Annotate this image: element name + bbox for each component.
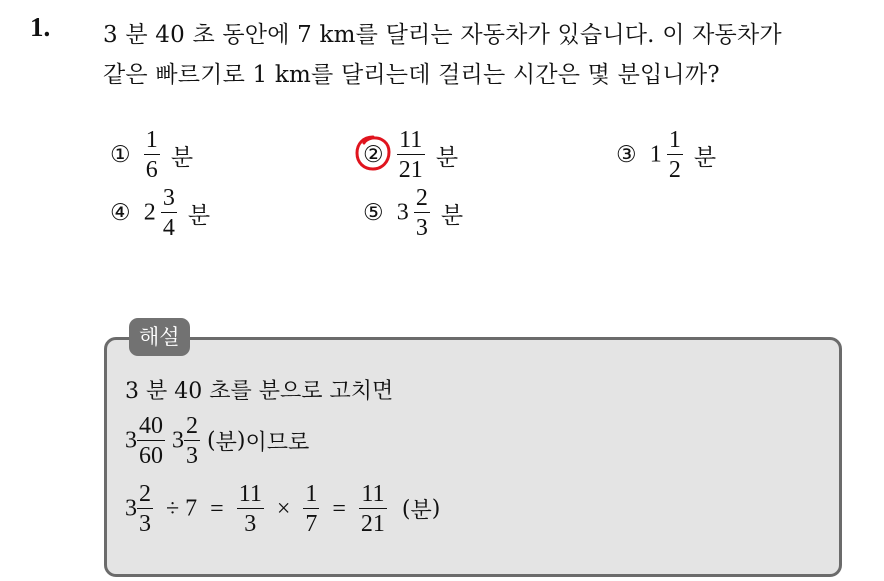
fraction-bar bbox=[137, 440, 165, 441]
question-text-line-2: 같은 빠르기로 1 km를 달리는데 걸리는 시간은 몇 분입니까? bbox=[103, 62, 720, 88]
choice-5-marker: ⑤ bbox=[363, 200, 384, 226]
choice-4-whole: 2 bbox=[143, 199, 156, 226]
mixed-whole: 3 bbox=[172, 427, 184, 454]
denominator: 3 bbox=[139, 511, 151, 537]
choice-2[interactable] bbox=[363, 128, 458, 182]
choice-1-denominator: 6 bbox=[145, 157, 158, 183]
numerator: 2 bbox=[186, 413, 198, 439]
choice-4-denominator: 4 bbox=[162, 215, 175, 241]
number-seven: 7 bbox=[185, 495, 198, 522]
divide-sign: ÷ bbox=[166, 495, 180, 522]
choice-1-unit: 분 bbox=[170, 144, 194, 171]
choice-3-marker: ③ bbox=[616, 142, 637, 168]
choice-4-marker: ④ bbox=[110, 200, 131, 226]
choice-3-whole: 1 bbox=[649, 141, 662, 168]
choice-2-marker bbox=[363, 142, 384, 168]
choice-4-unit: 분 bbox=[187, 202, 211, 229]
choice-2-marker-glyph: ② bbox=[363, 142, 384, 168]
choice-2-numerator: 11 bbox=[399, 127, 423, 153]
choice-4-fraction bbox=[161, 186, 177, 240]
denominator: 3 bbox=[244, 511, 257, 537]
fraction-40-60 bbox=[137, 414, 165, 468]
numerator: 2 bbox=[139, 481, 151, 507]
mixed-whole: 3 bbox=[125, 427, 137, 454]
paren-open: ( bbox=[207, 428, 216, 454]
explanation-suffix: 이므로 bbox=[245, 430, 310, 456]
paren-open: ( bbox=[401, 496, 411, 522]
fraction-2-3 bbox=[137, 482, 153, 536]
choice-4-numerator: 3 bbox=[162, 185, 175, 211]
choice-1-fraction bbox=[144, 128, 160, 182]
choice-5-unit: 분 bbox=[440, 202, 464, 229]
explanation-line-2 bbox=[125, 414, 309, 468]
choice-3-fraction bbox=[667, 128, 683, 182]
fraction-bar bbox=[144, 154, 160, 155]
denominator: 3 bbox=[186, 443, 198, 469]
choice-5-denominator: 3 bbox=[415, 215, 428, 241]
fraction-bar bbox=[303, 508, 319, 509]
choice-2-unit: 분 bbox=[435, 144, 459, 171]
choice-3-unit: 분 bbox=[693, 144, 717, 171]
fraction-bar bbox=[237, 508, 264, 509]
numerator: 40 bbox=[139, 413, 163, 439]
choice-5[interactable] bbox=[363, 186, 463, 240]
denominator: 60 bbox=[139, 443, 163, 469]
choice-1-marker: ① bbox=[110, 142, 131, 168]
denominator: 7 bbox=[305, 511, 318, 537]
choice-3-denominator: 2 bbox=[668, 157, 681, 183]
numerator: 11 bbox=[361, 481, 385, 507]
explanation-line-1: 3 분 40 초를 분으로 고치면 bbox=[125, 379, 394, 404]
equals-sign: = bbox=[332, 495, 346, 522]
fraction-2-3 bbox=[184, 414, 200, 468]
denominator: 21 bbox=[360, 511, 385, 537]
fraction-bar bbox=[667, 154, 683, 155]
unit-label: 분 bbox=[215, 430, 237, 456]
choice-5-numerator: 2 bbox=[415, 185, 428, 211]
choice-2-fraction bbox=[397, 128, 425, 182]
explanation-line-3 bbox=[125, 482, 440, 536]
choice-3-numerator: 1 bbox=[668, 127, 681, 153]
unit-label: 분 bbox=[410, 498, 432, 524]
fraction-bar bbox=[184, 440, 200, 441]
explanation-tab-label: 해설 bbox=[129, 318, 190, 356]
fraction-bar bbox=[414, 212, 430, 213]
fraction-1-7 bbox=[303, 482, 319, 536]
choice-5-fraction bbox=[414, 186, 430, 240]
choice-1-numerator: 1 bbox=[145, 127, 158, 153]
choice-1[interactable] bbox=[110, 128, 193, 182]
numerator: 11 bbox=[238, 481, 262, 507]
fraction-bar bbox=[137, 508, 153, 509]
answer-circle-icon bbox=[354, 134, 392, 172]
fraction-11-3 bbox=[237, 482, 264, 536]
times-sign: × bbox=[276, 495, 291, 522]
question-number: 1. bbox=[30, 12, 51, 42]
fraction-bar bbox=[161, 212, 177, 213]
choice-2-denominator: 21 bbox=[398, 157, 423, 183]
question-text-line-1: 3 분 40 초 동안에 7 km를 달리는 자동차가 있습니다. 이 자동차가 bbox=[103, 22, 782, 48]
choice-4[interactable] bbox=[110, 186, 210, 240]
fraction-11-21 bbox=[359, 482, 387, 536]
equals-sign: = bbox=[210, 495, 224, 522]
numerator: 1 bbox=[305, 481, 318, 507]
choice-3[interactable] bbox=[616, 128, 716, 182]
paren-close: ) bbox=[236, 428, 246, 454]
mixed-whole: 3 bbox=[125, 495, 137, 522]
fraction-bar bbox=[397, 154, 425, 155]
choice-5-whole: 3 bbox=[396, 199, 409, 226]
paren-close: ) bbox=[431, 496, 441, 522]
fraction-bar bbox=[359, 508, 387, 509]
